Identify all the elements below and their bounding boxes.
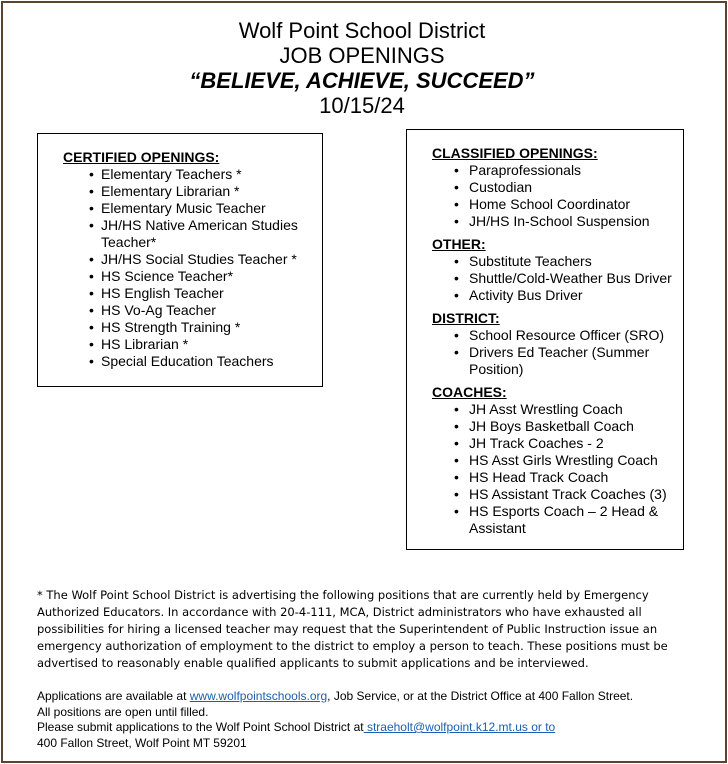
list-item: • JH/HS In-School Suspension	[454, 213, 650, 229]
list-item: • JH Boys Basketball Coach	[454, 418, 634, 434]
or-to-text: or to	[527, 720, 556, 734]
bullet-icon: •	[89, 353, 94, 369]
bullet-icon: •	[454, 344, 459, 360]
list-item: • Shuttle/Cold-Weather Bus Driver	[454, 270, 672, 286]
district-section	[432, 310, 680, 378]
bullet-icon: •	[89, 268, 94, 284]
district-name: Wolf Point School District	[238, 18, 486, 43]
classified-section	[432, 145, 680, 230]
application-info	[37, 689, 687, 751]
other-openings-box	[406, 129, 684, 550]
district-title: DISTRICT:	[432, 310, 500, 326]
slogan: “BELIEVE, ACHIEVE, SUCCEED”	[189, 68, 535, 93]
apply-line-3: Please submit applications to the Wolf Point School District at straeholt@wolfpoint.k12.mt.us or to	[37, 720, 556, 734]
list-item: • Activity Bus Driver	[454, 287, 583, 303]
website-link[interactable]: www.wolfpointschools.org	[189, 689, 328, 703]
list-item: • HS Assistant Track Coaches (3)	[454, 486, 667, 502]
bullet-icon: •	[454, 452, 459, 468]
bullet-icon: •	[89, 183, 94, 199]
certified-list	[63, 166, 319, 370]
list-item: • Elementary Librarian *	[89, 183, 240, 199]
bullet-icon: •	[89, 319, 94, 335]
bullet-icon: •	[454, 503, 459, 519]
bullet-icon: •	[454, 418, 459, 434]
bullet-icon: •	[454, 469, 459, 485]
list-item: • Custodian	[454, 179, 533, 195]
bullet-icon: •	[89, 166, 94, 182]
apply-line-1: Applications are available at www.wolfpointschools.org, Job Service, or at the District Office at 400 Fallon Street.	[37, 689, 634, 703]
bullet-icon: •	[454, 179, 459, 195]
certified-title: CERTIFIED OPENINGS:	[63, 149, 220, 165]
other-list	[432, 253, 680, 304]
list-item: • School Resource Officer (SRO)	[454, 327, 665, 343]
list-item: • Special Education Teachers	[89, 353, 274, 369]
list-item: • HS Head Track Coach	[454, 469, 609, 485]
certified-openings-box	[37, 133, 323, 387]
list-item: • JH/HS Native American Studies Teacher*	[89, 217, 298, 250]
list-item: • Elementary Teachers *	[89, 166, 242, 182]
list-item: • JH Track Coaches - 2	[454, 435, 604, 451]
list-item: • Elementary Music Teacher	[89, 200, 266, 216]
list-item: • HS Librarian *	[89, 336, 189, 352]
bullet-icon: •	[89, 302, 94, 318]
classified-title: CLASSIFIED OPENINGS:	[432, 145, 598, 161]
bullet-icon: •	[454, 162, 459, 178]
other-title: OTHER:	[432, 236, 486, 252]
list-item: • HS English Teacher	[89, 285, 224, 301]
bullet-icon: •	[454, 287, 459, 303]
apply-line-2: All positions are open until filled.	[37, 704, 209, 719]
header	[0, 18, 724, 118]
list-item: • Substitute Teachers	[454, 253, 592, 269]
district-list	[432, 327, 680, 378]
coaches-section	[432, 384, 680, 537]
other-section	[432, 236, 680, 304]
coaches-list	[432, 401, 680, 537]
list-item: • HS Strength Training *	[89, 319, 241, 335]
bullet-icon: •	[89, 336, 94, 352]
apply-line-4: 400 Fallon Street, Wolf Point MT 59201	[37, 735, 247, 750]
list-item: • HS Esports Coach – 2 Head & Assistant	[454, 503, 659, 536]
list-item: • HS Asst Girls Wrestling Coach	[454, 452, 658, 468]
bullet-icon: •	[454, 401, 459, 417]
posting-date: 10/15/24	[319, 93, 405, 118]
list-item: • Paraprofessionals	[454, 162, 582, 178]
coaches-title: COACHES:	[432, 384, 507, 400]
bullet-icon: •	[454, 435, 459, 451]
bullet-icon: •	[89, 200, 94, 216]
list-item: • HS Science Teacher*	[89, 268, 234, 284]
list-item: • JH/HS Social Studies Teacher *	[89, 251, 297, 267]
bullet-icon: •	[454, 486, 459, 502]
bullet-icon: •	[89, 217, 94, 233]
classified-list	[432, 162, 680, 230]
list-item: • JH Asst Wrestling Coach	[454, 401, 623, 417]
bullet-icon: •	[89, 251, 94, 267]
footnote: * The Wolf Point School District is advertising the following positions that are currently held by Emergency Authorized Educators. In accordance with 20-4-111, MCA, District administrators who have exhausted all possibilities for hiring a licensed teacher may request that the Superintendent of Public Instruction issue an emergency authorization of employment to the district to employ a person to teach. These positions must be advertised to reasonably enable qualified applicants to submit applications and be interviewed.	[37, 588, 668, 670]
bullet-icon: •	[454, 213, 459, 229]
list-item: • Home School Coordinator	[454, 196, 631, 212]
bullet-icon: •	[454, 196, 459, 212]
bullet-icon: •	[454, 270, 459, 286]
bullet-icon: •	[89, 285, 94, 301]
page-title: JOB OPENINGS	[279, 43, 445, 68]
bullet-icon: •	[454, 327, 459, 343]
list-item: • HS Vo-Ag Teacher	[89, 302, 216, 318]
bullet-icon: •	[454, 253, 459, 269]
list-item: • Drivers Ed Teacher (Summer Position)	[454, 344, 650, 377]
email-link[interactable]: straeholt@wolfpoint.k12.mt.us	[363, 720, 528, 734]
